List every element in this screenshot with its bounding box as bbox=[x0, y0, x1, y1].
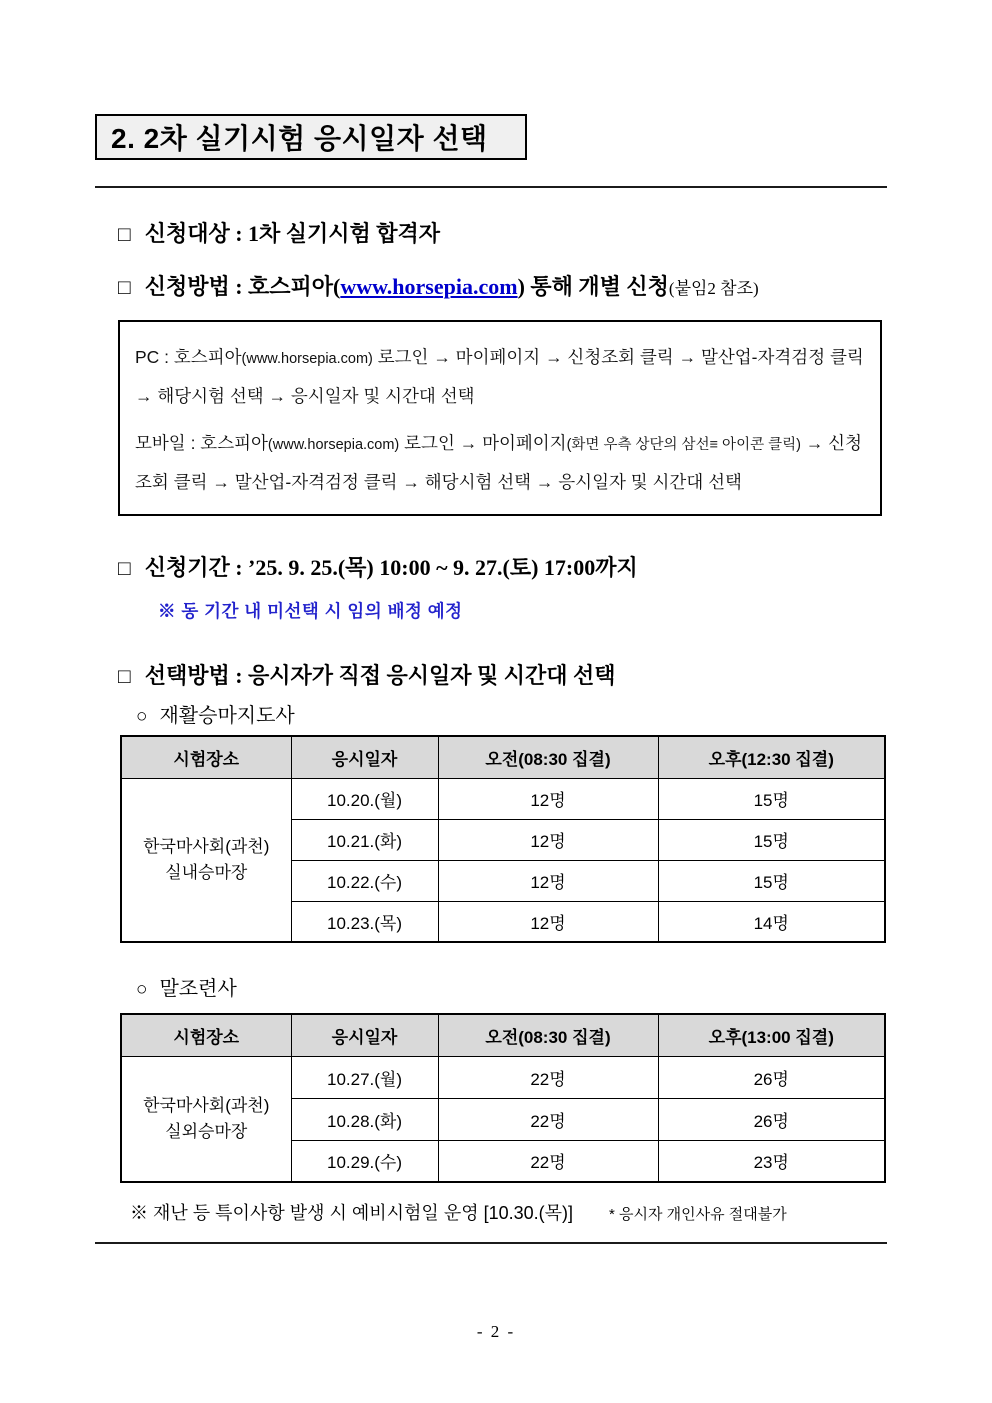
mobile-instructions bbox=[135, 424, 865, 503]
square-bullet-icon: □ bbox=[118, 275, 131, 299]
attachment-reference-note: (붙임2 참조) bbox=[668, 279, 759, 298]
exam-date-cell: 10.27.(월) bbox=[291, 1056, 438, 1098]
pc-instructions bbox=[135, 338, 865, 417]
mobile-steps-mid: 로그인 → 마이페이지 bbox=[399, 432, 567, 453]
section-title-box bbox=[95, 114, 527, 160]
mobile-label: 모바일 : 호스피아 bbox=[135, 432, 268, 453]
location-line1: 한국마사회(과천) bbox=[143, 837, 270, 857]
morning-capacity-cell: 12명 bbox=[438, 778, 658, 819]
morning-capacity-cell: 12명 bbox=[438, 860, 658, 901]
col-header-morning: 오전(08:30 집결) bbox=[438, 736, 658, 778]
application-steps-box bbox=[118, 320, 882, 516]
location-line2: 실내승마장 bbox=[165, 862, 248, 882]
mobile-steps-text: → 신청조회 클릭 → 말산업-자격검정 클릭 → 해당시험 선택 → 응시일자 및 시간대 선택 bbox=[135, 432, 862, 493]
heading-application-method bbox=[118, 270, 759, 301]
trainer-category-label: 말조련사 bbox=[159, 978, 237, 1000]
circle-bullet-icon: ○ bbox=[136, 706, 148, 727]
top-divider bbox=[95, 186, 887, 188]
application-period-text: 신청기간 : ’25. 9. 25.(목) 10:00 ~ 9. 27.(토) 17:00까지 bbox=[144, 555, 638, 580]
morning-capacity-cell: 12명 bbox=[438, 901, 658, 942]
col-header-location: 시험장소 bbox=[121, 1014, 291, 1056]
exam-date-cell: 10.29.(수) bbox=[291, 1140, 438, 1182]
afternoon-capacity-cell: 26명 bbox=[658, 1098, 885, 1140]
col-header-morning: 오전(08:30 집결) bbox=[438, 1014, 658, 1056]
morning-capacity-cell: 22명 bbox=[438, 1056, 658, 1098]
table-row bbox=[121, 778, 885, 819]
square-bullet-icon: □ bbox=[118, 556, 131, 580]
circle-bullet-icon: ○ bbox=[136, 979, 148, 1000]
col-header-exam-date: 응시일자 bbox=[291, 736, 438, 778]
trainer-schedule-table bbox=[120, 1013, 886, 1183]
col-header-exam-date: 응시일자 bbox=[291, 1014, 438, 1056]
heading-application-period bbox=[118, 551, 638, 582]
col-header-afternoon: 오후(13:00 집결) bbox=[658, 1014, 885, 1056]
exam-date-cell: 10.21.(화) bbox=[291, 819, 438, 860]
exam-date-cell: 10.28.(화) bbox=[291, 1098, 438, 1140]
table-header-row bbox=[121, 736, 885, 778]
col-header-afternoon: 오후(12:30 집결) bbox=[658, 736, 885, 778]
table-header-row bbox=[121, 1014, 885, 1056]
location-line1: 한국마사회(과천) bbox=[143, 1096, 270, 1116]
heading-application-target bbox=[118, 217, 440, 248]
pc-label: PC : 호스피아 bbox=[135, 347, 242, 367]
footnote bbox=[130, 1199, 890, 1225]
hamburger-menu-hint: (화면 우측 상단의 삼선≡ 아이콘 클릭) bbox=[566, 436, 801, 453]
afternoon-capacity-cell: 26명 bbox=[658, 1056, 885, 1098]
pc-url-paren: (www.horsepia.com) bbox=[241, 351, 373, 367]
exam-date-cell: 10.23.(목) bbox=[291, 901, 438, 942]
rehab-schedule-table bbox=[120, 735, 886, 943]
bottom-divider bbox=[95, 1242, 887, 1244]
mobile-url-paren: (www.horsepia.com) bbox=[267, 436, 400, 453]
rehab-category-label: 재활승마지도사 bbox=[159, 705, 295, 727]
exam-date-cell: 10.22.(수) bbox=[291, 860, 438, 901]
page-number: - 2 - bbox=[476, 1322, 516, 1341]
selection-method-text: 선택방법 : 응시자가 직접 응시일자 및 시간대 선택 bbox=[144, 663, 616, 688]
footnote-main: ※ 재난 등 특이사항 발생 시 예비시험일 운영 [10.30.(목)] bbox=[130, 1203, 574, 1223]
horsepia-link[interactable]: www.horsepia.com bbox=[340, 274, 518, 299]
page-title: 2. 2차 실기시험 응시일자 선택 bbox=[111, 123, 488, 154]
period-warning-note: ※ 동 기간 내 미선택 시 임의 배정 예정 bbox=[158, 601, 463, 621]
location-cell bbox=[121, 1056, 291, 1182]
heading-selection-method bbox=[118, 659, 616, 690]
application-target-text: 신청대상 : 1차 실기시험 합격자 bbox=[144, 221, 441, 246]
afternoon-capacity-cell: 15명 bbox=[658, 778, 885, 819]
afternoon-capacity-cell: 23명 bbox=[658, 1140, 885, 1182]
morning-capacity-cell: 22명 bbox=[438, 1140, 658, 1182]
col-header-location: 시험장소 bbox=[121, 736, 291, 778]
pc-steps-text: 로그인 → 마이페이지 → 신청조회 클릭 → 말산업-자격검정 클릭 → 해당시험 선택 → 응시일자 및 시간대 선택 bbox=[135, 347, 864, 407]
morning-capacity-cell: 22명 bbox=[438, 1098, 658, 1140]
application-method-text-before: 신청방법 : 호스피아( bbox=[144, 274, 341, 299]
afternoon-capacity-cell: 15명 bbox=[658, 860, 885, 901]
square-bullet-icon: □ bbox=[118, 222, 131, 246]
afternoon-capacity-cell: 14명 bbox=[658, 901, 885, 942]
location-line2: 실외승마장 bbox=[165, 1121, 248, 1141]
morning-capacity-cell: 12명 bbox=[438, 819, 658, 860]
application-method-text-after: ) 통해 개별 신청 bbox=[517, 274, 669, 299]
location-cell bbox=[121, 778, 291, 942]
square-bullet-icon: □ bbox=[118, 664, 131, 688]
footnote-side: * 응시자 개인사유 절대불가 bbox=[609, 1206, 787, 1223]
table-row bbox=[121, 1056, 885, 1098]
subheading-horse-trainer bbox=[136, 972, 237, 1001]
exam-date-cell: 10.20.(월) bbox=[291, 778, 438, 819]
afternoon-capacity-cell: 15명 bbox=[658, 819, 885, 860]
subheading-rehab-riding-instructor bbox=[136, 699, 295, 728]
